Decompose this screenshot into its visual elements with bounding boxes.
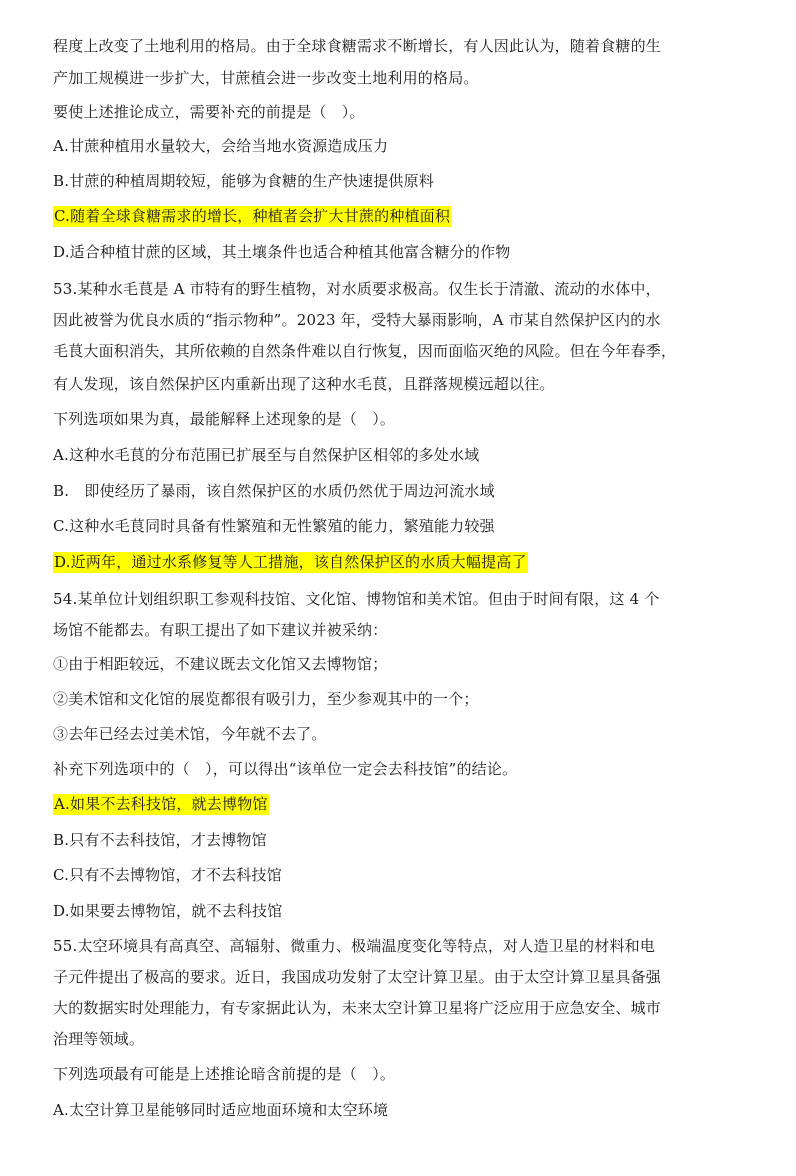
document-line [53,481,495,501]
line-text: A.太空计算卫星能够同时适应地面环境和太空环境 [53,1101,389,1119]
document-line [53,998,661,1018]
line-text: 产加工规模进一步扩大，甘蔗植会进一步改变土地利用的格局。 [53,69,479,87]
document-line [53,171,434,191]
line-text: ③去年已经去过美术馆，今年就不去了。 [53,725,327,743]
line-text: 补充下列选项中的（ ），可以得出“该单位一定会去科技馆”的结论。 [53,760,518,778]
document-line [53,68,479,88]
line-text: B.只有不去科技馆，才去博物馆 [53,831,267,849]
document-line [53,102,365,122]
line-text: C.只有不去博物馆，才不去科技馆 [53,866,282,884]
line-text: 程度上改变了土地利用的格局。由于全球食糖需求不断增长，有人因此认为，随着食糖的生 [53,37,662,55]
line-text: ①由于相距较远，不建议既去文化馆又去博物馆； [53,655,388,673]
document-line [53,36,661,56]
document-line [53,310,661,330]
document-line [53,409,395,429]
document-line [53,865,282,885]
document-line [53,516,495,536]
line-text: 毛茛大面积消失，其所依赖的自然条件难以自行恢复，因而面临灭绝的风险。但在今年春季， [53,342,677,360]
line-text: 大的数据实时处理能力，有专家据此认为，未来太空计算卫星将广泛应用于应急安全、城市 [53,999,662,1017]
line-text: D.如果要去博物馆，就不去科技馆 [53,902,283,920]
line-text: 因此被誉为优良水质的“指示物种”。2023 年，受特大暴雨影响，A 市某自然保护区内的水 [53,311,661,329]
document-line [53,936,655,956]
document-line [53,830,267,850]
document-line [53,589,660,609]
document-line [53,724,327,744]
line-text: 要使上述推论成立，需要补充的前提是（ ）。 [53,103,365,121]
line-text: 53.某种水毛茛是 A 市特有的野生植物，对水质要求极高。仅生长于清澈、流动的水体中， [53,280,661,298]
line-text: 子元件提出了极高的要求。近日，我国成功发射了太空计算卫星。由于太空计算卫星具备强 [53,968,662,986]
highlighted-answer-text: A.如果不去科技馆，就去博物馆 [54,795,268,813]
line-text: B.甘蔗的种植周期较短，能够为食糖的生产快速提供原料 [53,172,434,190]
document-line [53,901,282,921]
document-line [53,794,269,814]
line-text: 治理等领域。 [53,1030,145,1048]
document-line [53,552,528,572]
highlighted-answer-text: C.随着全球食糖需求的增长，种植者会扩大甘蔗的种植面积 [54,207,451,225]
document-line [53,279,661,299]
document-line [53,341,676,361]
document-line [53,206,451,226]
line-text: 55.太空环境具有高真空、高辐射、微重力、极端温度变化等特点，对人造卫星的材料和电 [53,937,656,955]
line-text: D.适合种植甘蔗的区域，其土壤条件也适合种植其他富含糖分的作物 [53,243,511,261]
line-text: 下列选项如果为真，最能解释上述现象的是（ ）。 [53,410,396,428]
document-line [53,759,517,779]
line-text: ②美术馆和文化馆的展览都很有吸引力，至少参观其中的一个； [53,690,479,708]
document-line [53,689,479,709]
line-text: A.甘蔗种植用水量较大，会给当地水资源造成压力 [53,137,389,155]
highlighted-answer-text: D.近两年，通过水系修复等人工措施，该自然保护区的水质大幅提高了 [54,553,527,571]
line-text: C.这种水毛茛同时具备有性繁殖和无性繁殖的能力，繁殖能力较强 [53,517,495,535]
document-line [53,1064,395,1084]
document-line [53,445,479,465]
line-text: 有人发现，该自然保护区内重新出现了这种水毛茛，且群落规模远超以往。 [53,375,555,393]
document-line [53,374,555,394]
line-text: A.这种水毛茛的分布范围已扩展至与自然保护区相邻的多处水域 [53,446,480,464]
line-text: 场馆不能都去。有职工提出了如下建议并被采纳： [53,621,388,639]
line-text: 下列选项最有可能是上述推论暗含前提的是（ ）。 [53,1065,396,1083]
document-line [53,620,387,640]
document-line [53,654,387,674]
document-line [53,136,388,156]
document-line [53,242,510,262]
line-text: B. 即使经历了暴雨，该自然保护区的水质仍然优于周边河流水域 [53,482,495,500]
document-line [53,967,661,987]
document-line [53,1100,388,1120]
document-line [53,1029,144,1049]
line-text: 54.某单位计划组织职工参观科技馆、文化馆、博物馆和美术馆。但由于时间有限，这 4 个 [53,590,660,608]
